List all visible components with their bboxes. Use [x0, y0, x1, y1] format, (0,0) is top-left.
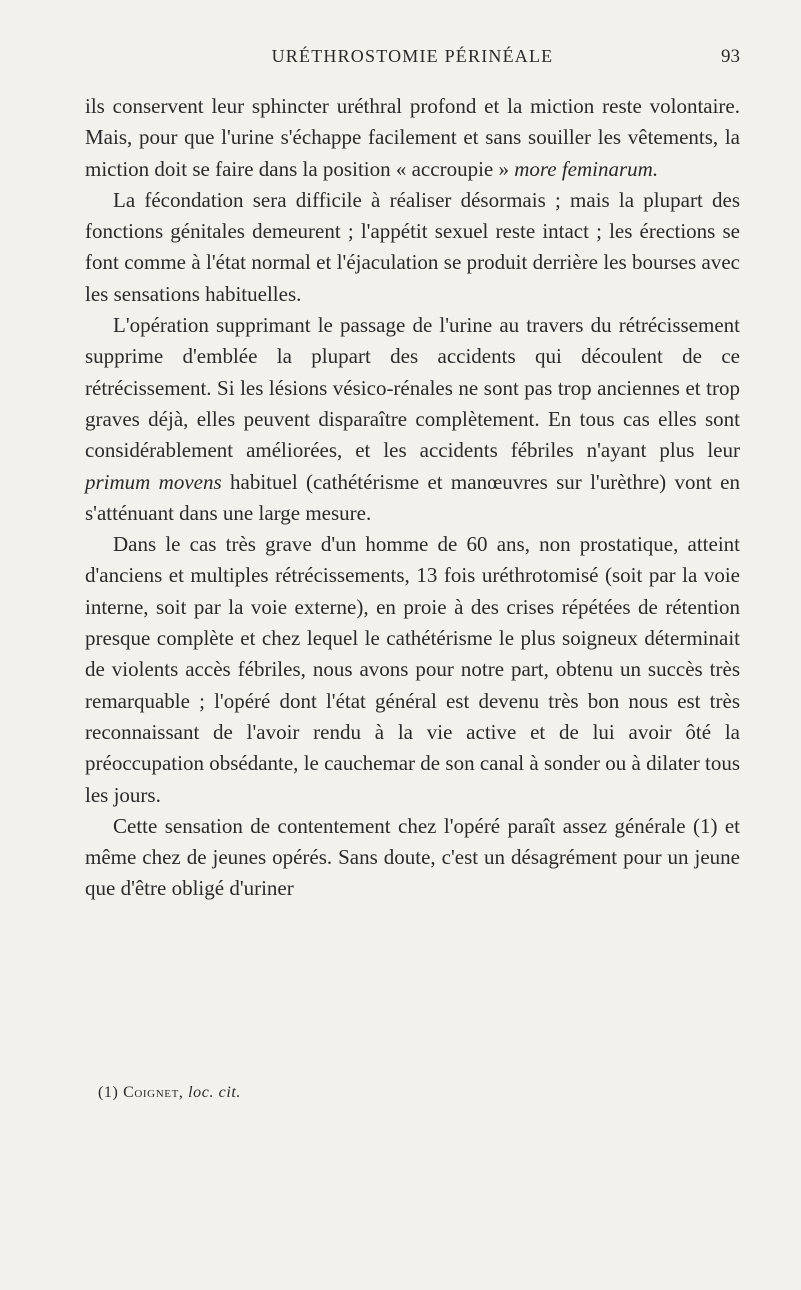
paragraph-4 [85, 529, 740, 811]
page-number: 93 [721, 46, 740, 67]
footnote-author: Coignet, [123, 1084, 184, 1101]
text-run: Dans le cas très grave d'un homme de 60 ans, non prostatique, atteint d'anciens et multiples rétrécissements, 13 fois uréthrotomisé (soit par la voie interne, soit par la voie externe), en proie à des crises répétées de rétention presque complète et chez lequel le cathétérisme le plus soigneux déterminait de violents accès fébriles, nous avons pour notre part, obtenu un succès très remarquable ; l'opéré dont l'état général est devenu très bon nous est très reconnaissant de l'avoir rendu à la vie active et de lui avoir ôté la préoccupation obsédante, le cauchemar de son canal à sonder ou à dilater tous les jours. [85, 532, 740, 807]
paragraph-1 [85, 91, 740, 185]
footnote-reference: loc. cit. [188, 1084, 242, 1101]
footnote-marker: (1) [98, 1084, 119, 1101]
text-run: L'opération supprimant le passage de l'urine au travers du rétrécissement supprime d'emblée la plupart des accidents qui découlent de ce rétrécissement. Si les lésions vésico-rénales ne sont pas trop anciennes et trop graves déjà, elles peuvent disparaître complètement. En tous cas elles sont considérablement améliorées, et les accidents fébriles n'ayant plus leur [85, 313, 740, 463]
italic-run: more feminarum. [514, 156, 659, 181]
text-run: ils conservent leur sphincter uréthral profond et la miction reste volontaire. Mais, pour que l'urine s'échappe facilement et sans souiller les vêtements, la miction doit se faire dans la position « accroupie » [85, 94, 740, 181]
body-text [85, 91, 740, 905]
running-header [85, 46, 740, 76]
paragraph-2 [85, 185, 740, 310]
text-run: La fécondation sera difficile à réaliser désormais ; mais la plupart des fonctions génitales demeurent ; l'appétit sexuel reste intact ; les érections se font comme à l'état normal et l'éjaculation se produit derrière les bourses avec les sensations habituelles. [85, 187, 740, 306]
italic-run: primum movens [85, 469, 222, 494]
text-run: Cette sensation de contentement chez l'opéré paraît assez générale (1) et même chez de jeunes opérés. Sans doute, c'est un désagrément pour un jeune que d'être obligé d'uriner [85, 813, 740, 901]
paragraph-3 [85, 310, 740, 529]
footnote [98, 1084, 241, 1102]
paragraph-5 [85, 811, 740, 905]
text-run: habituel (cathétérisme et manœuvres sur l'urèthre) vont en s'atténuant dans une large mesure. [85, 469, 740, 525]
header-title: URÉTHROSTOMIE PÉRINÉALE [271, 46, 554, 66]
